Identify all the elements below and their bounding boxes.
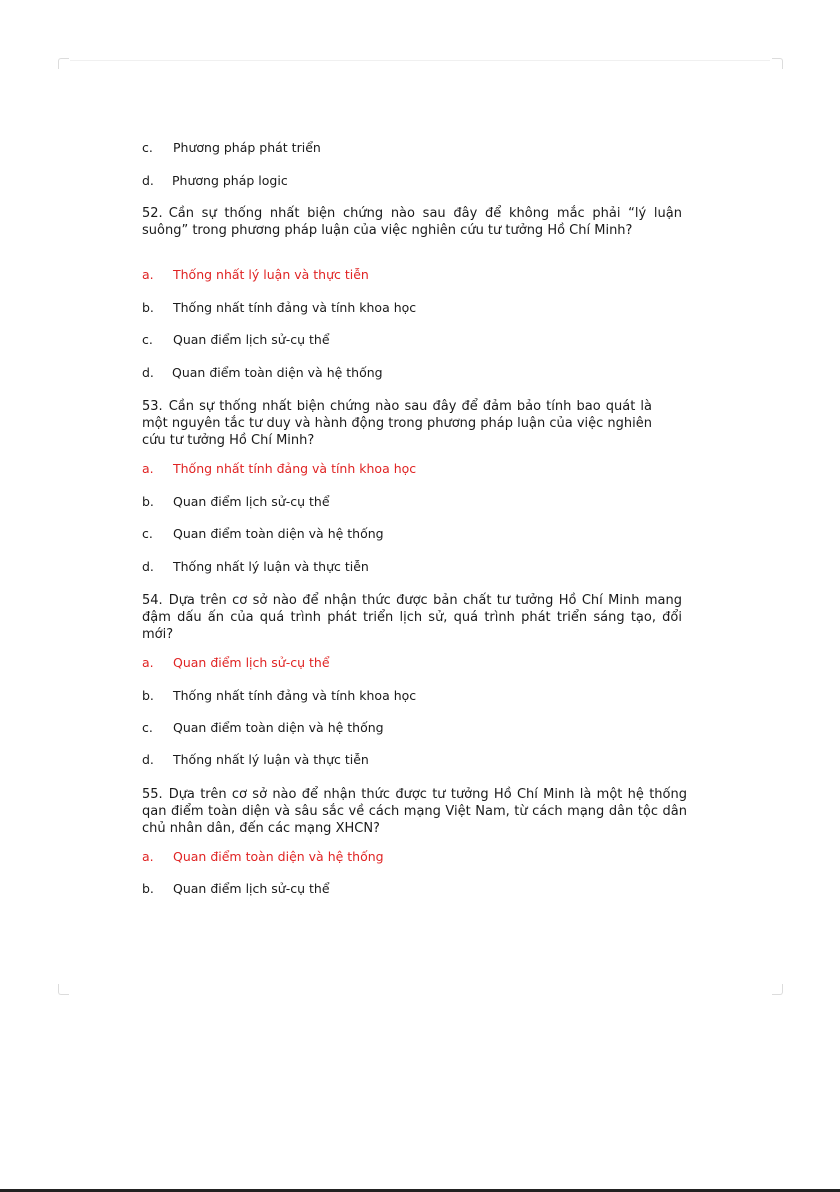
answer-option: a. Quan điểm lịch sử-cụ thể bbox=[142, 655, 330, 670]
option-item: c. Quan điểm lịch sử-cụ thể bbox=[142, 332, 330, 347]
option-item: d. Quan điểm toàn diện và hệ thống bbox=[142, 365, 383, 380]
option-item: b. Thống nhất tính đảng và tính khoa học bbox=[142, 688, 417, 703]
question-54: 54. Dựa trên cơ sở nào để nhận thức được bản chất tư tưởng Hồ Chí Minh mang đậm dấu ấn của quá trình phát triển lịch sử, quá trình phát triển sáng tạo, đổi mới? bbox=[142, 593, 682, 642]
crop-mark-top-left bbox=[58, 58, 69, 69]
option-item: d. Thống nhất lý luận và thực tiễn bbox=[142, 752, 369, 767]
option-item: c. Quan điểm toàn diện và hệ thống bbox=[142, 526, 384, 541]
option-item: b. Thống nhất tính đảng và tính khoa học bbox=[142, 300, 417, 315]
question-52: 52. Cần sự thống nhất biện chứng nào sau đây để không mắc phải “lý luận suông” trong phương pháp luận của việc nghiên cứu tư tưởng Hồ Chí Minh? bbox=[142, 206, 682, 238]
crop-mark-top-right bbox=[772, 58, 783, 69]
option-item: b. Quan điểm lịch sử-cụ thể bbox=[142, 881, 330, 896]
option-item: b. Quan điểm lịch sử-cụ thể bbox=[142, 494, 330, 509]
answer-option: a. Thống nhất tính đảng và tính khoa học bbox=[142, 461, 417, 476]
answer-option: a. Quan điểm toàn diện và hệ thống bbox=[142, 849, 384, 864]
option-item: c. Quan điểm toàn diện và hệ thống bbox=[142, 720, 384, 735]
crop-mark-bottom-right bbox=[772, 984, 783, 995]
question-55: 55. Dựa trên cơ sở nào để nhận thức được tư tưởng Hồ Chí Minh là một hệ thống qan điểm toàn diện và sâu sắc về cách mạng Việt Nam, từ cách mạng dân tộc dân chủ nhân dân, đến các mạng XHCN? bbox=[142, 787, 687, 836]
option-item: d. Thống nhất lý luận và thực tiễn bbox=[142, 559, 369, 574]
page-top-rule bbox=[70, 60, 770, 61]
option-item: c. Phương pháp phát triển bbox=[142, 140, 321, 155]
answer-option: a. Thống nhất lý luận và thực tiễn bbox=[142, 267, 369, 282]
crop-mark-bottom-left bbox=[58, 984, 69, 995]
option-item: d. Phương pháp logic bbox=[142, 173, 288, 188]
question-53: 53. Cần sự thống nhất biện chứng nào sau đây để đảm bảo tính bao quát là một nguyên tắc tư duy và hành động trong phương pháp luận của việc nghiên cứu tư tưởng Hồ Chí Minh? bbox=[142, 399, 652, 448]
